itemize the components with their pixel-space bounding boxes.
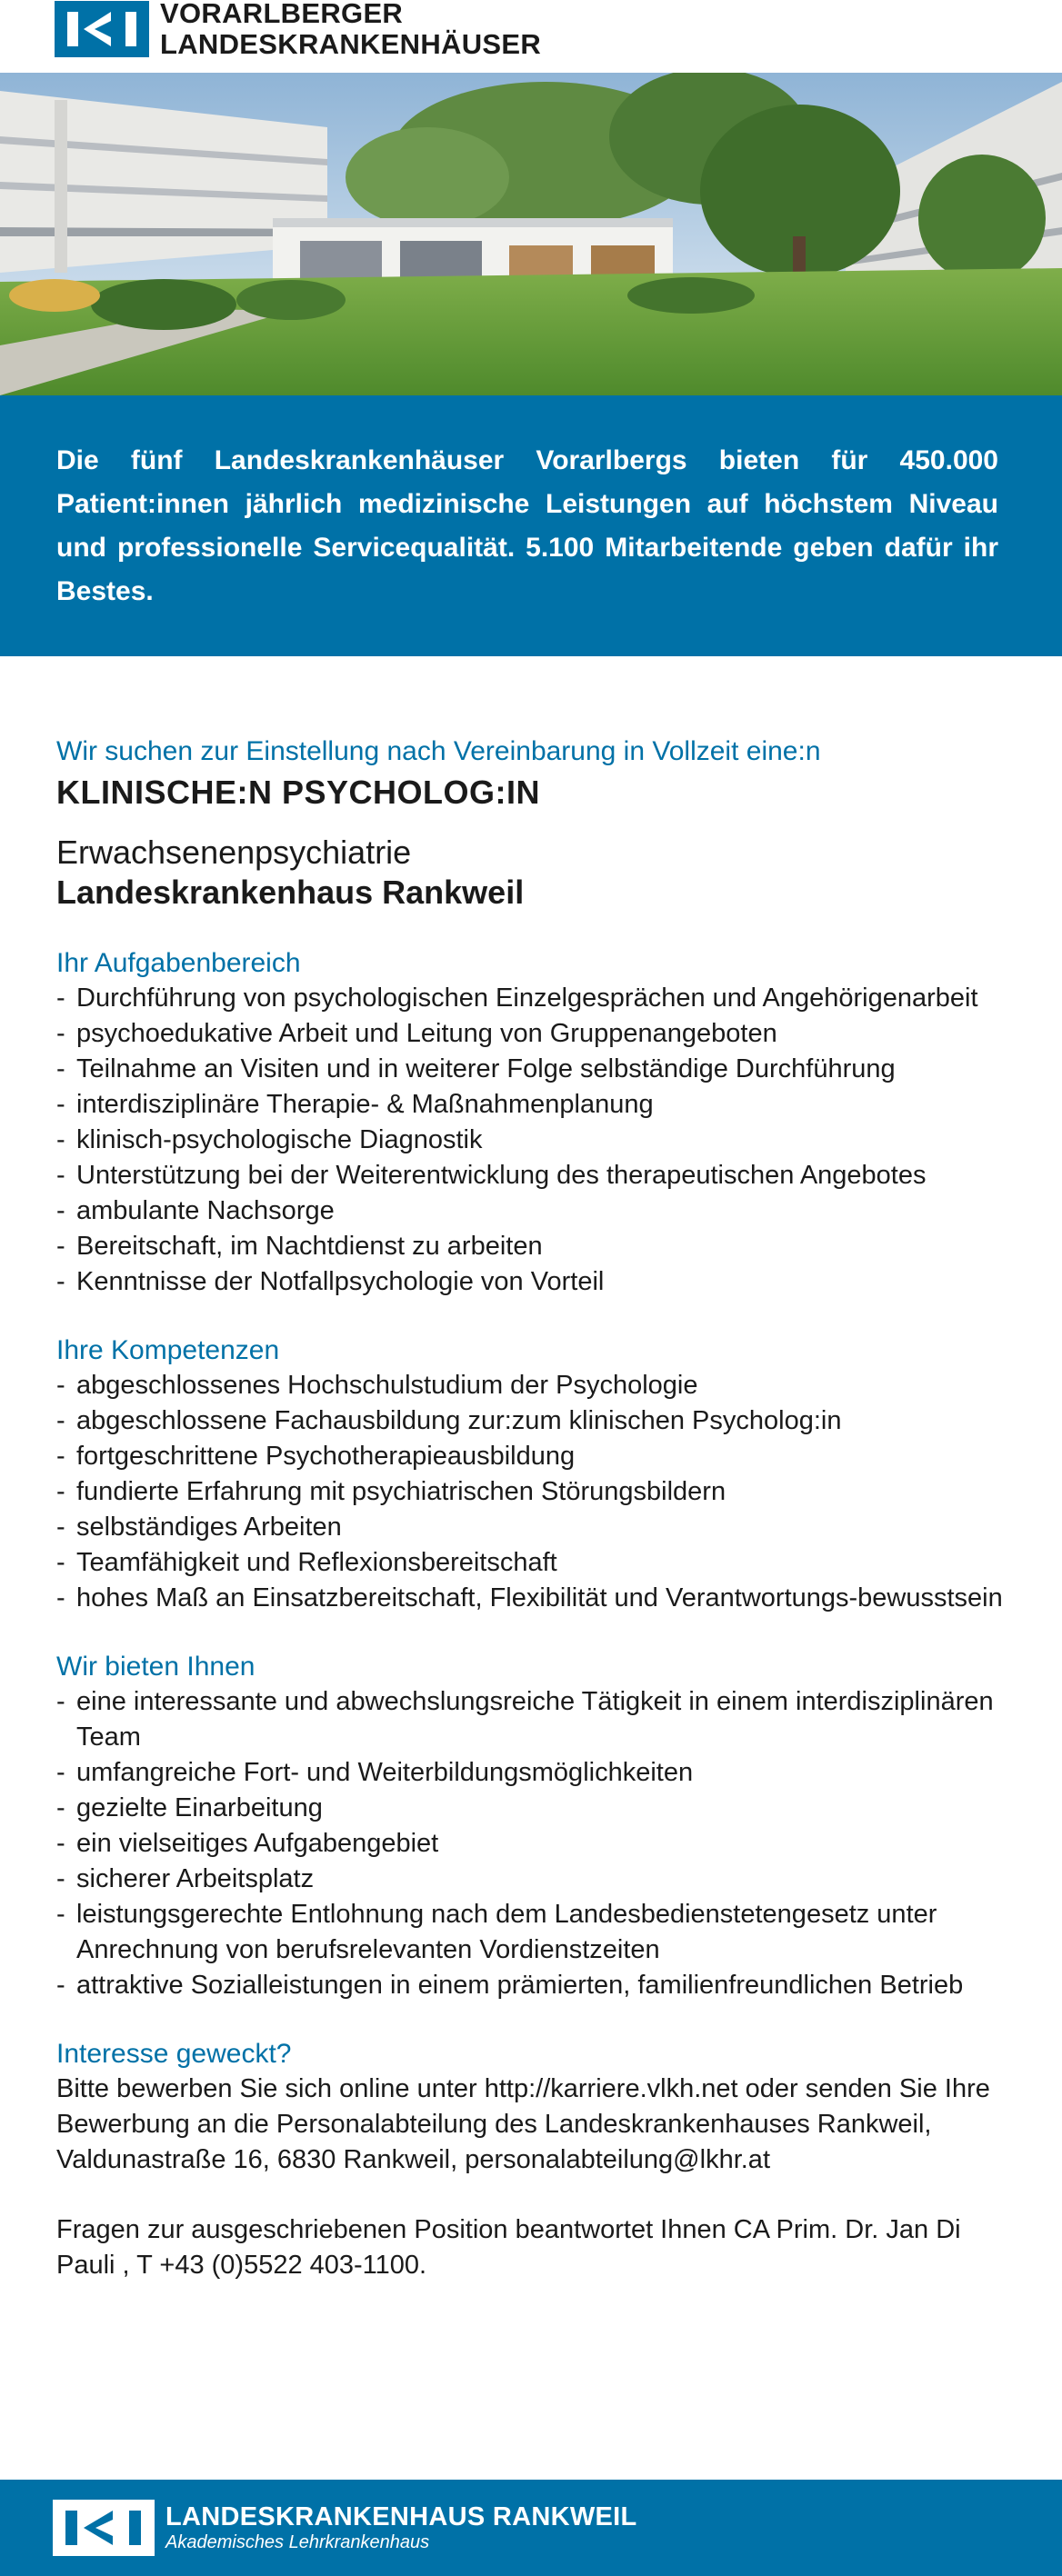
lkh-logo-icon	[53, 2500, 155, 2556]
logo-line-2: LANDESKRANKENHÄUSER	[160, 28, 542, 60]
skills-list	[56, 1368, 1020, 1616]
skills-heading: Ihre Kompetenzen	[56, 1335, 280, 1365]
list-item: - Bereitschaft, im Nachtdienst zu arbeiten	[56, 1229, 1020, 1264]
tasks-heading: Ihr Aufgabenbereich	[56, 948, 301, 978]
list-item: - ein vielseitiges Aufgabengebiet	[56, 1826, 1020, 1862]
intro-banner	[0, 395, 1062, 656]
list-item: - abgeschlossenes Hochschulstudium der Psychologie	[56, 1368, 1020, 1403]
intro-text: Die fünf Landeskrankenhäuser Vorarlbergs bieten für 450.000 Patient:innen jährlich medizinische Leistungen auf höchstem Niveau und professionelle Servicequalität. 5.100 Mitarbeitende geben dafür ihr Bestes.	[56, 445, 998, 606]
list-item: - klinisch-psychologische Diagnostik	[56, 1123, 1020, 1158]
list-item: - abgeschlossene Fachausbildung zur:zum klinischen Psycholog:in	[56, 1403, 1020, 1439]
list-item: - ambulante Nachsorge	[56, 1193, 1020, 1229]
list-item: - leistungsgerechte Entlohnung nach dem Landesbedienstetengesetz unter Anrechnung von berufsrelevanten Vordienstzeiten	[56, 1897, 1020, 1968]
list-item: - eine interessante und abwechslungsreiche Tätigkeit in einem interdisziplinären Team	[56, 1684, 1020, 1755]
footer-banner	[0, 2480, 1062, 2576]
list-item: - umfangreiche Fort- und Weiterbildungsmöglichkeiten	[56, 1755, 1020, 1791]
list-item: - fundierte Erfahrung mit psychiatrischen Störungsbildern	[56, 1474, 1020, 1510]
contact-heading: Interesse geweckt?	[56, 2039, 292, 2069]
offer-heading: Wir bieten Ihnen	[56, 1652, 255, 1682]
job-content	[56, 734, 1020, 2283]
list-item: - interdisziplinäre Therapie- & Maßnahmenplanung	[56, 1087, 1020, 1123]
list-item: - fortgeschrittene Psychotherapieausbildung	[56, 1439, 1020, 1474]
list-item: - Unterstützung bei der Weiterentwicklung des therapeutischen Angebotes	[56, 1158, 1020, 1193]
offer-list	[56, 1684, 1020, 2003]
list-item: - Teamfähigkeit und Reflexionsbereitschaft	[56, 1545, 1020, 1581]
list-item: - Durchführung von psychologischen Einzelgesprächen und Angehörigenarbeit	[56, 981, 1020, 1016]
header-logo	[55, 0, 541, 58]
logo-wordmark	[160, 0, 541, 60]
list-item: - attraktive Sozialleistungen in einem prämierten, familienfreundlichen Betrieb	[56, 1968, 1020, 2003]
footer-hospital-name: LANDESKRANKENHAUS RANKWEIL	[165, 2502, 637, 2531]
tasks-list	[56, 981, 1020, 1300]
footer-wordmark	[165, 2502, 637, 2553]
footer-logo	[53, 2500, 637, 2556]
apply-text: Bitte bewerben Sie sich online unter http://karriere.vlkh.net oder senden Sie Ihre Bewerbung an die Personalabteilung des Landeskrankenhauses Rankweil, Valdunastraße 16, 6830 Rankweil, personalabteilung@lkhr.at	[56, 2074, 990, 2174]
list-item: - hohes Maß an Einsatzbereitschaft, Flexibilität und Verantwortungs-bewusstsein	[56, 1581, 1020, 1616]
footer-subtitle: Akademisches Lehrkrankenhaus	[165, 2532, 430, 2552]
seek-line: Wir suchen zur Einstellung nach Vereinbarung in Vollzeit eine:n	[56, 736, 821, 766]
logo-line-1: VORARLBERGER	[160, 0, 404, 29]
list-item: - psychoedukative Arbeit und Leitung von Gruppenangeboten	[56, 1016, 1020, 1052]
list-item: - gezielte Einarbeitung	[56, 1791, 1020, 1826]
department: Erwachsenenpsychiatrie	[56, 834, 412, 871]
list-item: - Teilnahme an Visiten und in weiterer Folge selbständige Durchführung	[56, 1052, 1020, 1087]
hospital-courtyard-photo	[0, 73, 1062, 395]
job-title: KLINISCHE:N PSYCHOLOG:IN	[56, 774, 541, 811]
hospital-name: Landeskrankenhaus Rankweil	[56, 874, 525, 911]
list-item: - selbständiges Arbeiten	[56, 1510, 1020, 1545]
vlkh-logo-icon	[55, 1, 149, 57]
questions-text: Fragen zur ausgeschriebenen Position beantwortet Ihnen CA Prim. Dr. Jan Di Pauli , T +43 (0)5522 403-1100.	[56, 2215, 961, 2280]
list-item: - sicherer Arbeitsplatz	[56, 1862, 1020, 1897]
list-item: - Kenntnisse der Notfallpsychologie von Vorteil	[56, 1264, 1020, 1300]
